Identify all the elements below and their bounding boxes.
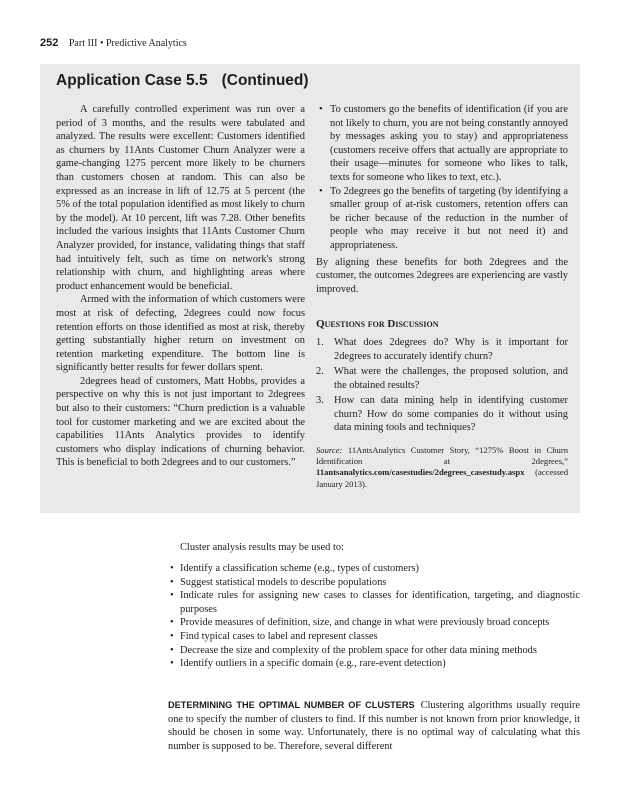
question-item: [316, 394, 568, 435]
source-citation: [316, 445, 568, 490]
part-label: Part III: [68, 38, 98, 49]
case-title: [56, 72, 309, 90]
section-label: Predictive Analytics: [105, 38, 187, 49]
list-item: • To customers go the benefits of identification (if you are not likely to churn, you are not being constantly annoyed by messages asking you to stay) and appropriateness (customers receive offers that actually are appropriate to their usage—minutes for someone who likes to talk, texts for someone who likes to text, etc.).: [316, 103, 568, 185]
source-accessed: (accessed January 2013).: [316, 467, 568, 489]
source-label: Source:: [316, 445, 343, 456]
list-item: • Suggest statistical models to describe populations: [168, 576, 580, 590]
case-paragraph: Armed with the information of which customers were most at risk of defecting, 2degrees could now focus retention efforts on those identified as most at risk, thereby getting substantially higher return on investment on retention marketing expenditure. The bottom line is significantly better results for fewer dollars spent.: [56, 294, 305, 374]
running-head: [40, 37, 187, 49]
questions-heading: Questions for Discussion: [316, 318, 439, 331]
source-url: 11antsanalytics.com/casestudies/2degrees_casestudy.aspx: [316, 467, 525, 478]
question-text: What were the challenges, the proposed solution, and the obtained results?: [334, 366, 568, 391]
cluster-intro: Cluster analysis results may be used to:: [180, 542, 344, 553]
case-left-column: [56, 103, 305, 470]
section-heading: DETERMINING THE OPTIMAL NUMBER OF CLUSTERS: [168, 700, 415, 710]
list-item: • Indicate rules for assigning new cases to classes for identification, targeting, and diagnostic purposes: [168, 589, 580, 616]
list-item: • Find typical cases to label and represent classes: [168, 630, 580, 644]
separator: •: [99, 38, 104, 49]
list-item: • Identify outliers in a specific domain (e.g., rare-event detection): [168, 657, 580, 671]
questions-list: [316, 336, 568, 435]
cluster-uses-list: [168, 562, 580, 671]
case-paragraph: By aligning these benefits for both 2degrees and the customer, the outcomes 2degrees are experiencing are vastly improved.: [316, 256, 568, 295]
list-item: • Provide measures of definition, size, and change in what were previously broad concepts: [168, 616, 580, 630]
benefits-list: [316, 103, 568, 253]
question-text: How can data mining help in identifying customer churn? How do some companies do it without using data mining tools and techniques?: [334, 395, 568, 434]
question-text: What does 2degrees do? Why is it important for 2degrees to accurately identify churn?: [334, 336, 568, 362]
page-number: 252: [40, 37, 59, 49]
question-item: [316, 365, 568, 392]
case-title-text: Application Case 5.5: [56, 72, 208, 89]
optimal-clusters-paragraph: [168, 699, 580, 753]
list-item: • Decrease the size and complexity of the problem space for other data mining methods: [168, 644, 580, 658]
list-item: • Identify a classification scheme (e.g., types of customers): [168, 562, 580, 576]
paragraph-text: Clustering algorithms usually require one to specify the number of clusters to find. If this number is not known from prior knowledge, it should be chosen in some way. Unfortunately, there is no optimal way of calculating what this number is supposed to be. Therefore, several different: [168, 700, 581, 752]
question-item: [316, 336, 568, 363]
case-title-continued: (Continued): [221, 72, 309, 89]
question-number: 3.: [316, 395, 324, 407]
case-paragraph: A carefully controlled experiment was run over a period of 3 months, and the results were tabulated and analyzed. The results were excellent: Customers identified as churners by 11Ants Customer Churn Analyzer were a game-changing 1275 percent more likely to be churners than customers chosen at random. This can also be expressed as an increase in lift of 12.75 at 5 percent (the 5% of the total population identified as most likely to churn by the model). At 10 percent, lift was 7.28. Other benefits included the various insights that 11Ants Customer Churn Analyzer provided, for instance, validating things that staff had intuitively felt, such as time on network's strong relationship with churn, and highlighting areas where product enhancement would be beneficial.: [56, 104, 305, 292]
list-item: • To 2degrees go the benefits of targeting (by identifying a smaller group of at-risk customers, retention offers can be richer because of the reduction in the number of people who may receive it but not need it) and appropriateness.: [316, 185, 568, 253]
question-number: 1.: [316, 336, 324, 348]
source-text: 11AntsAnalytics Customer Story, “1275% Boost in Churn Identification at 2degrees,”: [316, 445, 568, 467]
case-paragraph: 2degrees head of customers, Matt Hobbs, provides a perspective on why this is not just important to 2degrees but also to their customers: “Churn prediction is a valuable tool for customer marketing and we are excited about the capabilities 11Ants Analytics provides to identify customers who display indications of churning behavior. This is beneficial to both 2degrees and to our customers.”: [56, 375, 305, 469]
case-right-column: [316, 103, 568, 490]
question-number: 2.: [316, 366, 324, 378]
